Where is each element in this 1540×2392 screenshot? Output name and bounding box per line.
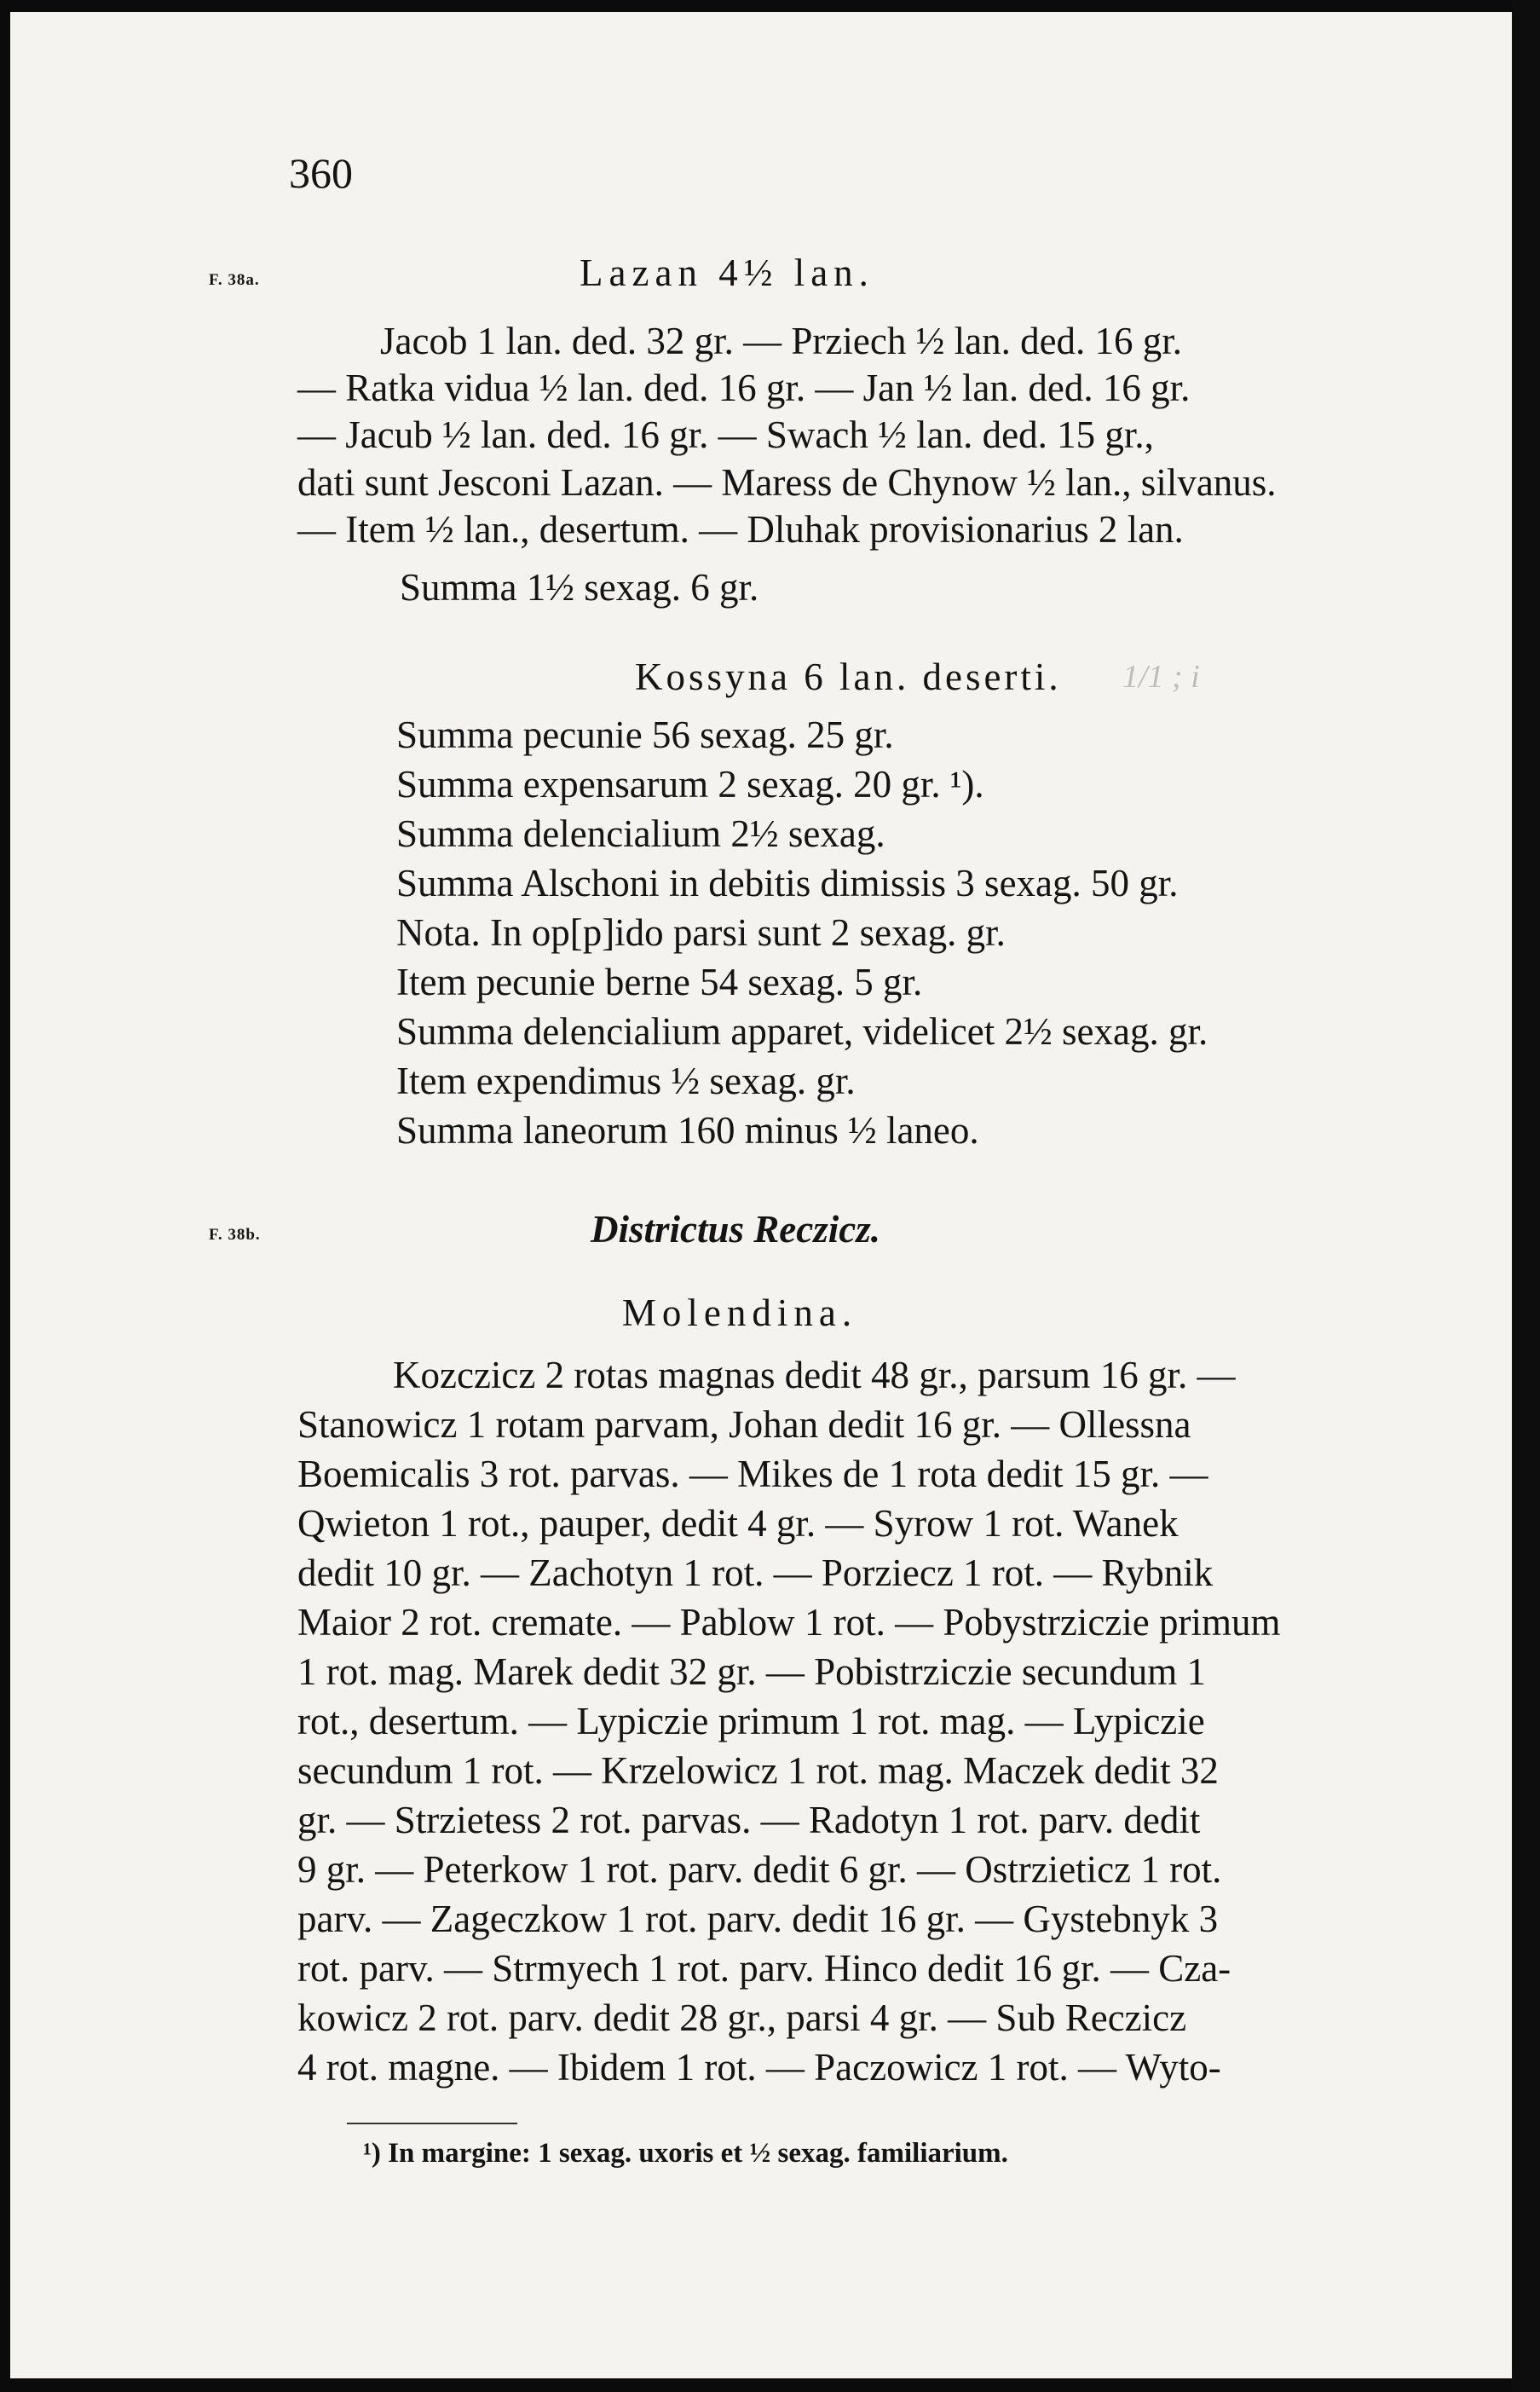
molendina-line: secundum 1 rot. — Krzelowicz 1 rot. mag. Maczek dedit 32 — [297, 1749, 1219, 1792]
footnote-rule — [347, 2123, 517, 2124]
molendina-line: Maior 2 rot. cremate. — Pablow 1 rot. — Pobystrziczie primum — [297, 1601, 1281, 1644]
text-line: Jacob 1 lan. ded. 32 gr. — Prziech ½ lan. ded. 16 gr. — [380, 320, 1183, 362]
summa-line: Summa delencialium 2½ sexag. — [396, 812, 885, 855]
summa-line: Summa 1½ sexag. 6 gr. — [400, 566, 759, 609]
molendina-line: gr. — Strzietess 2 rot. parvas. — Radotyn 1 rot. parv. dedit — [297, 1799, 1201, 1841]
footnote: ¹) In margine: 1 sexag. uxoris et ½ sexag. familiarium. — [363, 2138, 1008, 2169]
summa-line: Nota. In op[p]ido parsi sunt 2 sexag. gr. — [396, 911, 1006, 954]
page-number: 360 — [289, 149, 353, 197]
heading-kossyna: Kossyna 6 lan. deserti. — [635, 656, 1062, 698]
molendina-line: parv. — Zageczkow 1 rot. parv. dedit 16 gr. — Gystebnyk 3 — [297, 1898, 1219, 1940]
text-line: — Jacub ½ lan. ded. 16 gr. — Swach ½ lan. ded. 15 gr., — [297, 413, 1154, 456]
summa-line: Item pecunie berne 54 sexag. 5 gr. — [396, 961, 923, 1003]
molendina-line: Kozczicz 2 rotas magnas dedit 48 gr., parsum 16 gr. — — [393, 1354, 1236, 1396]
margin-folio-38b: F. 38b. — [209, 1226, 261, 1244]
summa-line: Summa delencialium apparet, videlicet 2½ sexag. gr. — [396, 1010, 1208, 1053]
district-heading: Districtus Reczicz. — [590, 1208, 880, 1251]
molendina-line: 9 gr. — Peterkow 1 rot. parv. dedit 6 gr. — Ostrzieticz 1 rot. — [297, 1848, 1222, 1891]
summa-line: Summa Alschoni in debitis dimissis 3 sexag. 50 gr. — [396, 862, 1179, 904]
molendina-line: kowicz 2 rot. parv. dedit 28 gr., parsi 4 gr. — Sub Reczicz — [297, 1996, 1187, 2039]
molendina-line: 1 rot. mag. Marek dedit 32 gr. — Pobistrziczie secundum 1 — [297, 1650, 1207, 1693]
molendina-line: Stanowicz 1 rotam parvam, Johan dedit 16 gr. — Ollessna — [297, 1403, 1191, 1446]
pencil-annotation: 1/1 ; i — [1122, 659, 1200, 695]
margin-folio-38a: F. 38a. — [209, 271, 260, 289]
molendina-line: rot. parv. — Strmyech 1 rot. parv. Hinco dedit 16 gr. — Cza- — [297, 1947, 1231, 1990]
summa-line: Item expendimus ½ sexag. gr. — [396, 1060, 856, 1102]
summa-line: Summa pecunie 56 sexag. 25 gr. — [396, 714, 894, 756]
molendina-line: Qwieton 1 rot., pauper, dedit 4 gr. — Syrow 1 rot. Wanek — [297, 1502, 1179, 1545]
text-line: dati sunt Jesconi Lazan. — Maress de Chynow ½ lan., silvanus. — [297, 461, 1277, 504]
text-line: — Item ½ lan., desertum. — Dluhak provisionarius 2 lan. — [297, 508, 1184, 551]
molendina-line: 4 rot. magne. — Ibidem 1 rot. — Paczowicz 1 rot. — Wyto- — [297, 2046, 1221, 2089]
molendina-line: dedit 10 gr. — Zachotyn 1 rot. — Porziecz 1 rot. — Rybnik — [297, 1551, 1214, 1594]
heading-lazan: Lazan 4½ lan. — [580, 251, 874, 294]
scan-edge — [1512, 0, 1540, 2392]
molendina-heading: Molendina. — [621, 1291, 858, 1334]
summa-line: Summa laneorum 160 minus ½ laneo. — [396, 1109, 979, 1152]
molendina-line: rot., desertum. — Lypiczie primum 1 rot. mag. — Lypiczie — [297, 1700, 1205, 1742]
text-line: — Ratka vidua ½ lan. ded. 16 gr. — Jan ½ lan. ded. 16 gr. — [297, 367, 1191, 409]
summa-line: Summa expensarum 2 sexag. 20 gr. ¹). — [396, 763, 984, 806]
molendina-line: Boemicalis 3 rot. parvas. — Mikes de 1 rota dedit 15 gr. — — [297, 1453, 1208, 1495]
scanned-page — [10, 12, 1512, 2378]
